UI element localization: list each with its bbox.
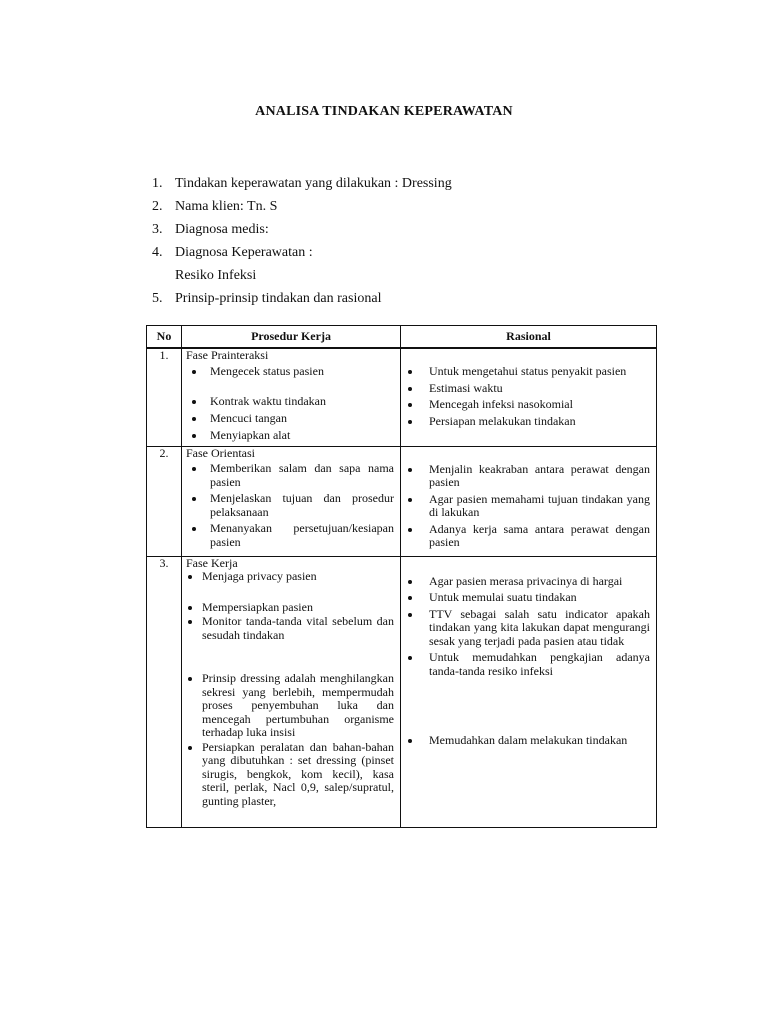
rationale-cell	[401, 446, 657, 556]
list-item	[152, 243, 672, 266]
header-procedure: Prosedur Kerja	[182, 326, 401, 349]
item-text: Resiko Infeksi	[175, 268, 257, 283]
table-row	[147, 348, 657, 446]
procedure-item: Mencuci tangan	[182, 412, 400, 426]
rationale-item: Estimasi waktu	[401, 382, 656, 396]
rationale-item: Agar pasien merasa privacinya di hargai	[401, 575, 656, 589]
rationale-item: Memudahkan dalam melakukan tindakan	[401, 734, 656, 748]
item-text: Diagnosa Keperawatan :	[175, 245, 313, 260]
table-header-row	[147, 326, 657, 349]
list-item	[152, 220, 672, 243]
procedure-item: Persiapkan peralatan dan bahan-bahan yang dibutuhkan : set dressing (pinset sirugis, bengkok, kom kecil), kasa steril, perlak, Nacl 0,9, salep/supratul, gunting plaster,	[182, 741, 400, 809]
procedure-list	[182, 570, 400, 808]
procedure-cell	[182, 348, 401, 446]
item-number: 1.	[152, 176, 163, 191]
procedure-item: Mengecek status pasien	[182, 365, 400, 379]
procedure-item: Prinsip dressing adalah menghilangkan sekresi yang berlebih, mempermudah proses penyembuhan luka dan mencegah pertumbuhan organisme terhadap luka insisi	[182, 672, 400, 740]
rationale-list	[401, 463, 656, 550]
procedure-item: Menyiapkan alat	[182, 429, 400, 443]
rationale-item: Mencegah infeksi nasokomial	[401, 398, 656, 412]
procedure-table	[146, 325, 657, 828]
procedure-list	[182, 462, 400, 549]
page-title: ANALISA TINDAKAN KEPERAWATAN	[255, 104, 513, 119]
procedure-item: Menjelaskan tujuan dan prosedur pelaksanaan	[182, 492, 400, 519]
list-item	[152, 289, 672, 312]
rationale-item: TTV sebagai salah satu indicator apakah tindakan yang kita lakukan dapat mengurangi sesak yang terjadi pada pasien atau tidak	[401, 608, 656, 649]
rationale-list	[401, 575, 656, 748]
procedure-item: Menjaga privacy pasien	[182, 570, 400, 584]
phase-title: Fase Prainteraksi	[186, 348, 269, 362]
header-rationale: Rasional	[401, 326, 657, 349]
procedure-item: Memberikan salam dan sapa nama pasien	[182, 462, 400, 489]
list-item	[152, 174, 672, 197]
phase-title: Fase Orientasi	[186, 445, 255, 460]
list-item-continuation	[152, 266, 672, 289]
procedure-item: Kontrak waktu tindakan	[182, 395, 400, 409]
item-number: 3.	[152, 222, 163, 237]
list-item	[152, 197, 672, 220]
rationale-item: Untuk memulai suatu tindakan	[401, 591, 656, 605]
row-number: 3.	[147, 556, 182, 827]
rationale-item: Agar pasien memahami tujuan tindakan yang di lakukan	[401, 493, 656, 520]
procedure-cell	[182, 556, 401, 827]
phase-title: Fase Kerja	[186, 555, 238, 570]
item-number: 2.	[152, 199, 163, 214]
item-text: Tindakan keperawatan yang dilakukan : Dressing	[175, 176, 452, 191]
item-text: Nama klien: Tn. S	[175, 199, 278, 214]
table-row	[147, 446, 657, 556]
rationale-item: Untuk mengetahui status penyakit pasien	[401, 365, 656, 379]
header-no: No	[147, 326, 182, 349]
procedure-cell	[182, 446, 401, 556]
rationale-list	[401, 365, 656, 428]
rationale-item: Adanya kerja sama antara perawat dengan pasien	[401, 523, 656, 550]
rationale-cell	[401, 556, 657, 827]
rationale-item: Menjalin keakraban antara perawat dengan pasien	[401, 463, 656, 490]
procedure-item: Menanyakan persetujuan/kesiapan pasien	[182, 522, 400, 549]
procedure-list	[182, 365, 400, 443]
table-row	[147, 556, 657, 827]
item-text: Diagnosa medis:	[175, 222, 269, 237]
rationale-cell	[401, 348, 657, 446]
rationale-item: Persiapan melakukan tindakan	[401, 415, 656, 429]
row-number: 2.	[147, 446, 182, 556]
procedure-item: Mempersiapkan pasien	[182, 601, 400, 615]
rationale-item: Untuk memudahkan pengkajian adanya tanda-tanda resiko infeksi	[401, 651, 656, 678]
procedure-item: Monitor tanda-tanda vital sebelum dan sesudah tindakan	[182, 615, 400, 642]
item-number: 5.	[152, 291, 163, 306]
row-number: 1.	[147, 348, 182, 446]
item-text: Prinsip-prinsip tindakan dan rasional	[175, 291, 382, 306]
item-number: 4.	[152, 245, 163, 260]
info-list	[152, 174, 672, 312]
